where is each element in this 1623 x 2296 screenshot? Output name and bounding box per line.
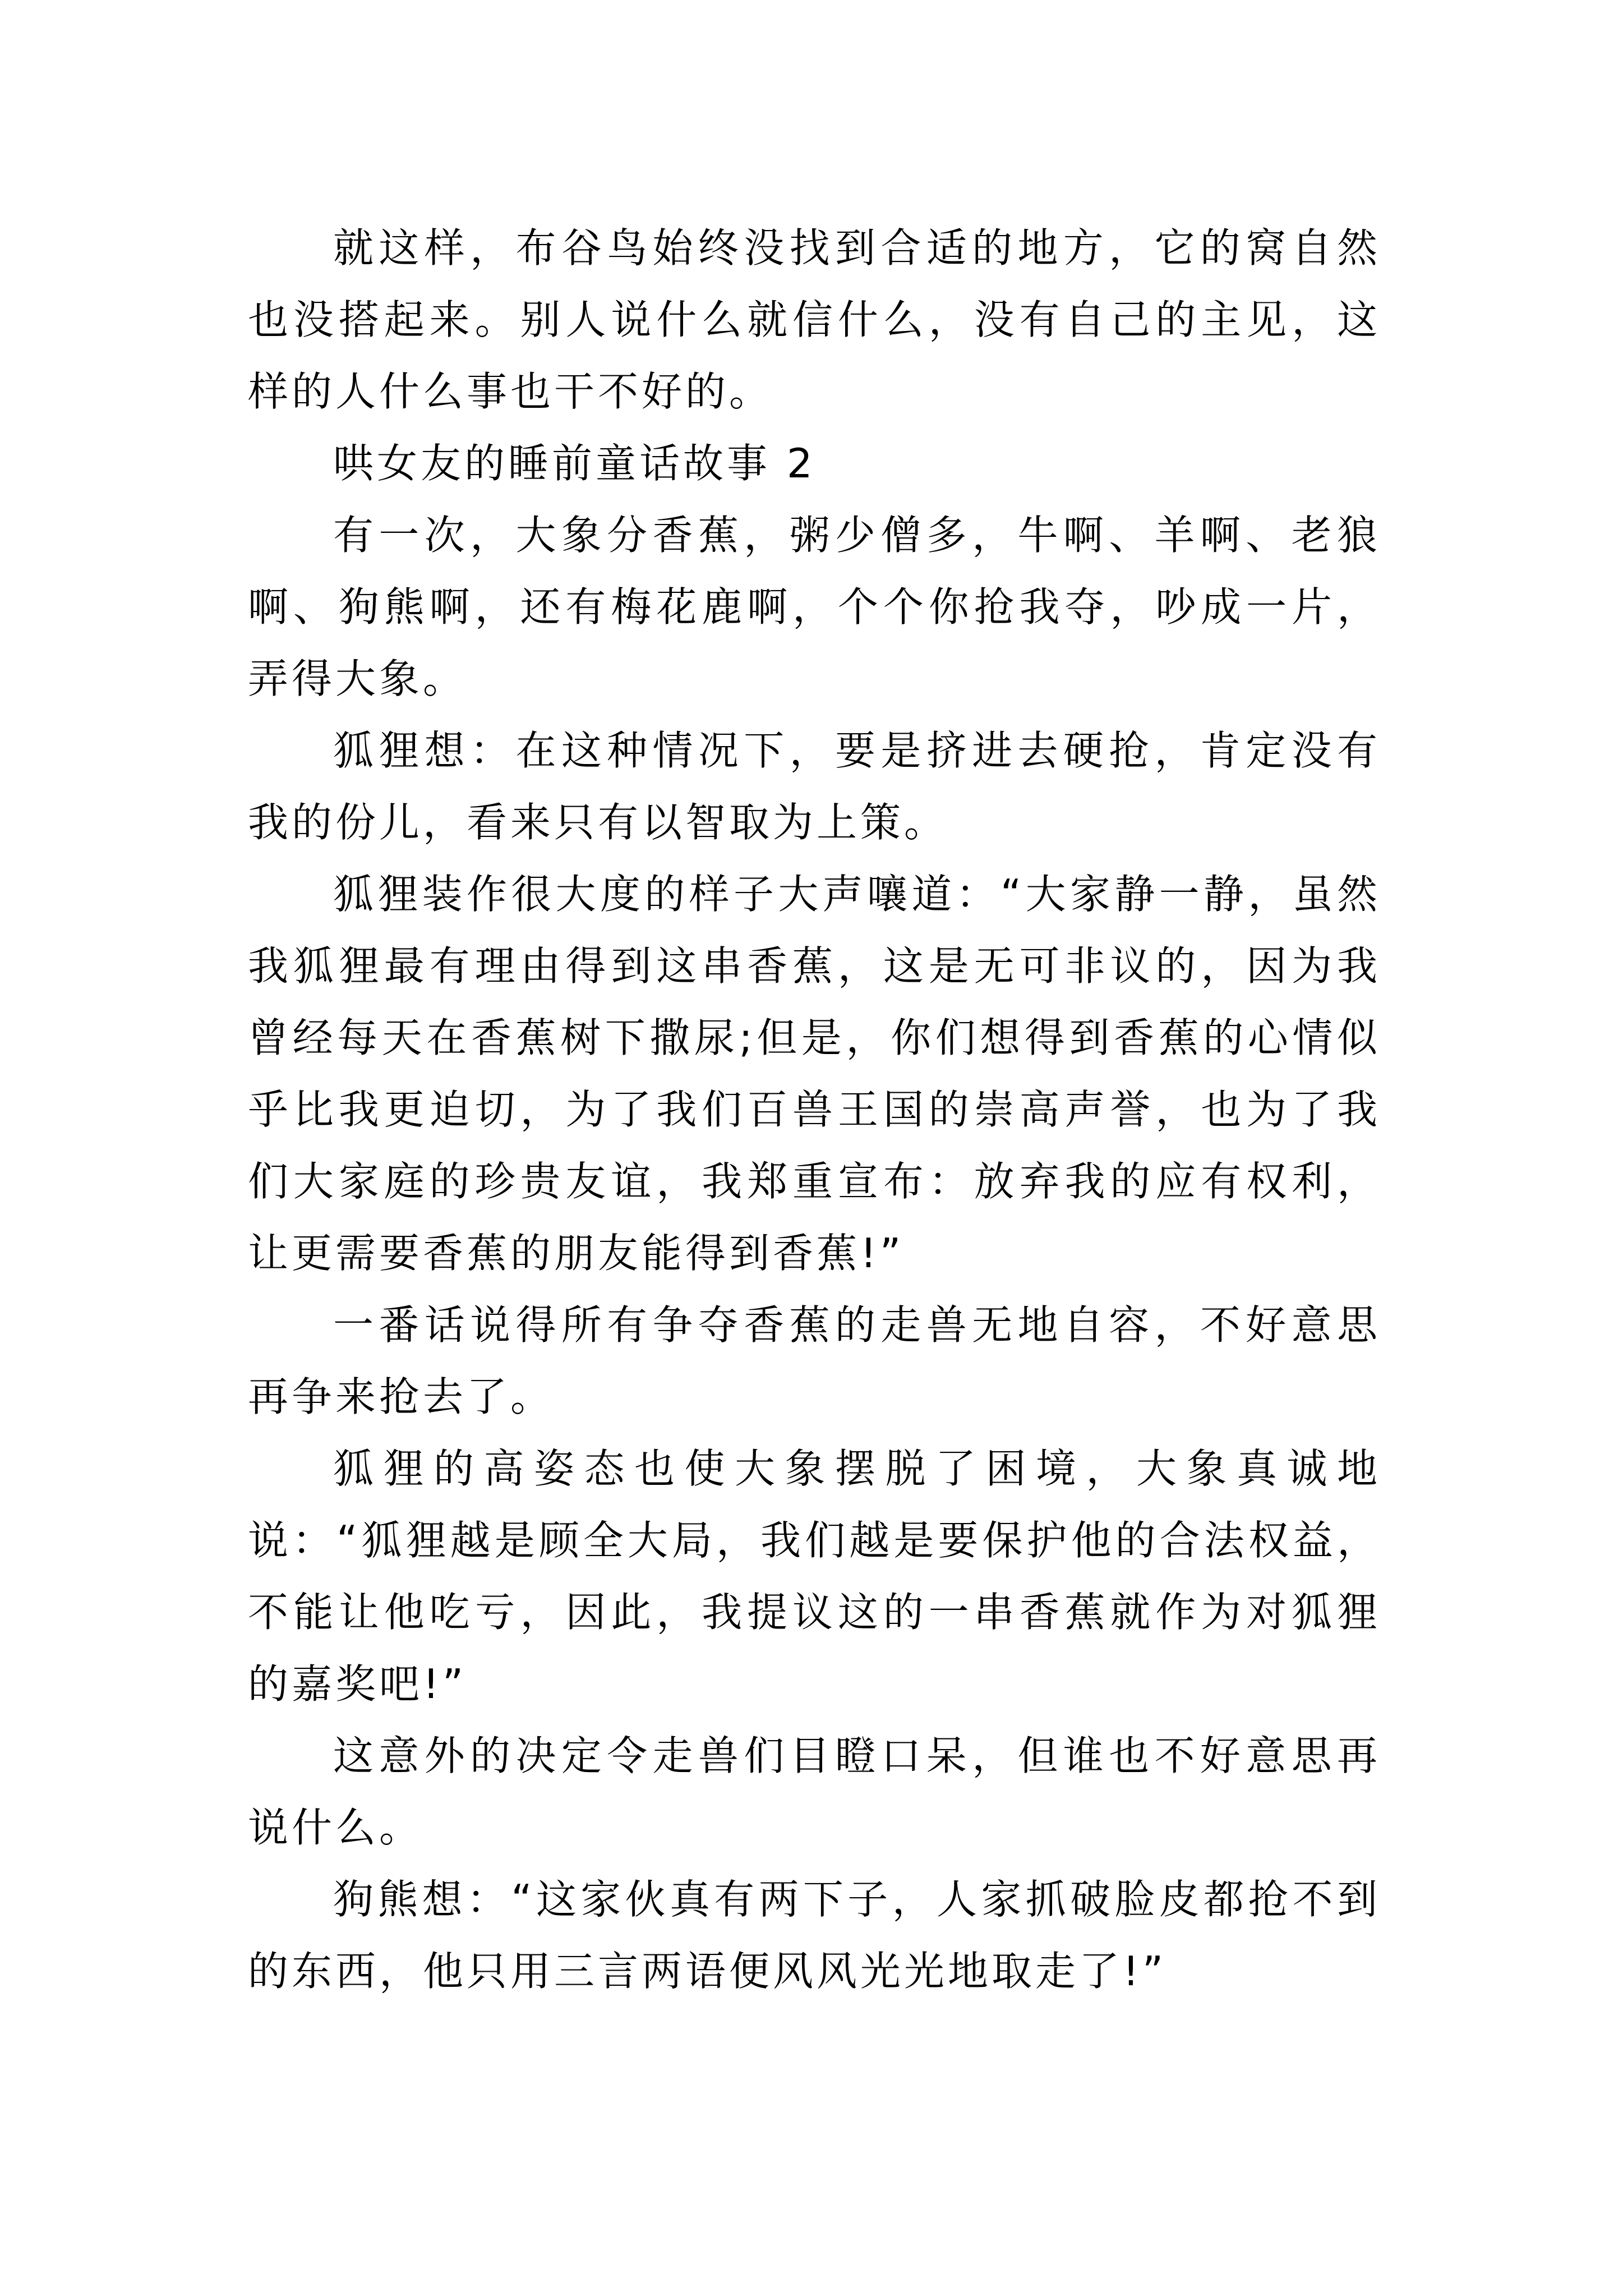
paragraph: 狗熊想：“这家伙真有两下子，人家抓破脸皮都抢不到的东西，他只用三言两语便风风光光地取走了!” — [248, 1876, 1381, 1995]
paragraph: 有一次，大象分香蕉，粥少僧多，牛啊、羊啊、老狼啊、狗熊啊，还有梅花鹿啊，个个你抢我夺，吵成一片，弄得大象。 — [248, 512, 1381, 702]
paragraph: 狐狸想：在这种情况下，要是挤进去硬抢，肯定没有我的份儿，看来只有以智取为上策。 — [248, 727, 1381, 846]
section-heading: 哄女友的睡前童话故事 2 — [333, 440, 816, 487]
paragraph: 就这样，布谷鸟始终没找到合适的地方，它的窝自然也没搭起来。别人说什么就信什么，没有自己的主见，这样的人什么事也干不好的。 — [248, 224, 1381, 415]
document-body — [248, 212, 1381, 2007]
paragraph: 这意外的决定令走兽们目瞪口呆，但谁也不好意思再说什么。 — [248, 1732, 1381, 1851]
paragraph: 狐狸装作很大度的样子大声嚷道：“大家静一静，虽然我狐狸最有理由得到这串香蕉，这是无可非议的，因为我曾经每天在香蕉树下撒尿;但是，你们想得到香蕉的心情似乎比我更迫切，为了我们百兽王国的崇高声誉，也为了我们大家庭的珍贵友谊，我郑重宣布：放弃我的应有权利，让更需要香蕉的朋友能得到香蕉!” — [248, 871, 1381, 1277]
paragraph: 一番话说得所有争夺香蕉的走兽无地自容，不好意思再争来抢去了。 — [248, 1301, 1381, 1420]
paragraph: 狐狸的高姿态也使大象摆脱了困境，大象真诚地说：“狐狸越是顾全大局，我们越是要保护他的合法权益，不能让他吃亏，因此，我提议这的一串香蕉就作为对狐狸的嘉奖吧!” — [248, 1445, 1381, 1708]
